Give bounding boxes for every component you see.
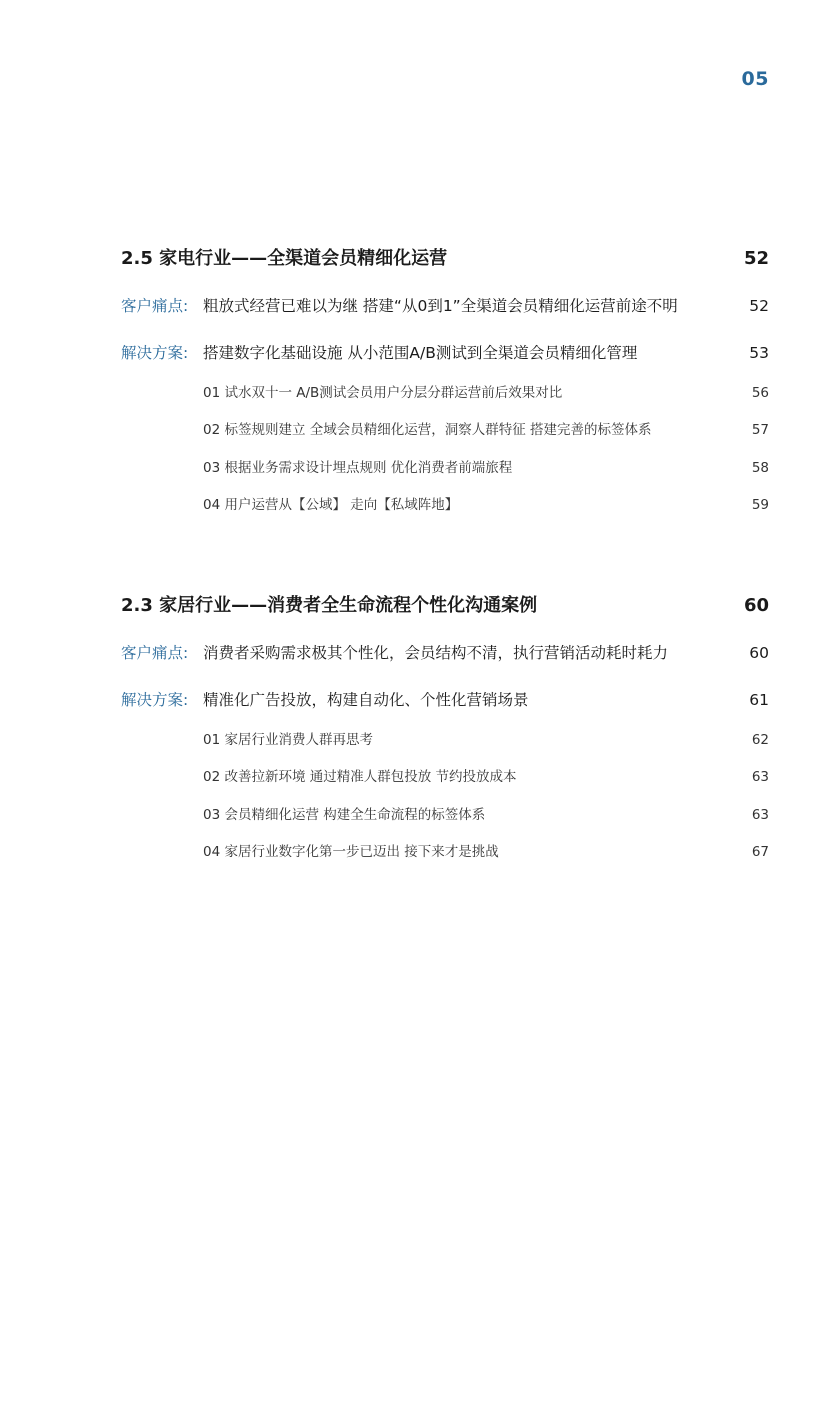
toc-item-row[interactable] — [121, 456, 769, 476]
item-page: 63 — [751, 807, 769, 823]
item-text: 02 改善拉新环境 通过精准人群包投放 节约投放成本 — [203, 769, 517, 785]
toc-solution-row[interactable] — [121, 688, 769, 710]
toc-item-row[interactable] — [121, 418, 769, 438]
solution-label: 解决方案: — [121, 344, 189, 362]
item-page: 59 — [751, 497, 769, 513]
section-page: 52 — [743, 248, 769, 269]
solution-text: 精准化广告投放，构建自动化、个性化营销场景 — [203, 691, 529, 709]
toc-item-row[interactable] — [121, 381, 769, 401]
toc-item-row[interactable] — [121, 840, 769, 860]
pain-page: 52 — [749, 297, 769, 315]
solution-text: 搭建数字化基础设施 从小范围A/B测试到全渠道会员精细化管理 — [203, 344, 638, 362]
pain-page: 60 — [749, 644, 769, 662]
item-page: 67 — [751, 844, 769, 860]
pain-text: 消费者采购需求极其个性化，会员结构不清，执行营销活动耗时耗力 — [203, 644, 669, 662]
toc-item-row[interactable] — [121, 493, 769, 513]
pain-label: 客户痛点: — [121, 297, 189, 315]
toc-solution-row[interactable] — [121, 341, 769, 363]
item-page: 58 — [751, 460, 769, 476]
toc-pain-row[interactable] — [121, 641, 769, 663]
toc-item-row[interactable] — [121, 803, 769, 823]
item-text: 04 家居行业数字化第一步已迈出 接下来才是挑战 — [203, 844, 499, 860]
toc-section-title-row[interactable] — [121, 244, 769, 270]
item-text: 04 用户运营从【公域】 走向【私域阵地】 — [203, 497, 459, 513]
section-title: 2.5 家电行业——全渠道会员精细化运营 — [121, 248, 448, 269]
item-page: 56 — [751, 385, 769, 401]
item-text: 03 根据业务需求设计埋点规则 优化消费者前端旅程 — [203, 460, 513, 476]
page-number: 05 — [741, 68, 769, 90]
item-text: 03 会员精细化运营 构建全生命流程的标签体系 — [203, 807, 486, 823]
item-page: 57 — [751, 422, 769, 438]
section-page: 60 — [743, 595, 769, 616]
pain-text: 粗放式经营已难以为继 搭建“从0到1”全渠道会员精细化运营前途不明 — [203, 297, 678, 315]
toc-pain-row[interactable] — [121, 294, 769, 316]
section-title: 2.3 家居行业——消费者全生命流程个性化沟通案例 — [121, 595, 538, 616]
toc-item-row[interactable] — [121, 728, 769, 748]
solution-label: 解决方案: — [121, 691, 189, 709]
item-text: 01 家居行业消费人群再思考 — [203, 732, 373, 748]
pain-label: 客户痛点: — [121, 644, 189, 662]
item-text: 01 试水双十一 A/B测试会员用户分层分群运营前后效果对比 — [203, 385, 563, 401]
solution-page: 53 — [749, 344, 769, 362]
solution-page: 61 — [749, 691, 769, 709]
toc-item-row[interactable] — [121, 765, 769, 785]
item-page: 62 — [751, 732, 769, 748]
toc-section-title-row[interactable] — [121, 591, 769, 617]
item-page: 63 — [751, 769, 769, 785]
item-text: 02 标签规则建立 全域会员精细化运营，洞察人群特征 搭建完善的标签体系 — [203, 422, 652, 438]
